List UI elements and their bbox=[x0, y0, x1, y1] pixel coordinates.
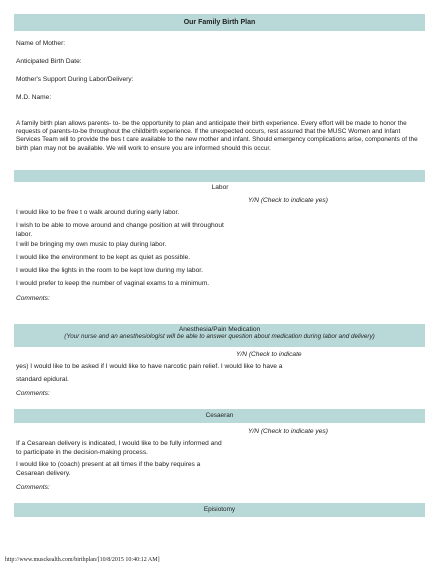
labor-item: labor. bbox=[16, 231, 33, 238]
labor-item: I will be bringing my own music to play during labor. bbox=[16, 241, 167, 248]
anesthesia-yn-note: Y/N (Check to indicate bbox=[236, 351, 302, 358]
episiotomy-heading: Episiotomy bbox=[203, 506, 236, 513]
episiotomy-section-bar bbox=[14, 503, 425, 517]
anesthesia-subheading: (Your nurse and an anesthesiologist will be able to answer question about medication during labor and delivery) bbox=[64, 333, 375, 340]
intro-paragraph: A family birth plan allows parents- to- be the opportunity to plan and anticipate their birth experience. Every effort will be made to honor the requests of parents-to-be throughout the childbirth experience. If the unexpected occurs, rest assured that the MUSC Women and Infant Services Team will to provide the bes t care available to the new mother and infant. Should emergency complications arise, components of the birth plan may not be available. We will work to ensure you are informed should this occur. bbox=[16, 120, 418, 152]
cesarean-item: I would like to (coach) present at all times if the baby requires a bbox=[16, 461, 201, 468]
md-name-field: M.D. Name: bbox=[16, 94, 52, 101]
labor-item: I would like to be free t o walk around during early labor. bbox=[16, 209, 180, 216]
page-footer-url: http://www.musckealth.com/birthplan/[10/8/2015 10:40:12 AM] bbox=[5, 557, 160, 563]
birth-date-field: Anticipated Birth Date: bbox=[16, 58, 82, 65]
labor-item: I wish to be able to move around and change position at will throughout bbox=[16, 222, 224, 229]
cesarean-item: to participate in the decision-making process. bbox=[16, 449, 148, 456]
labor-yn-note: Y/N (Check to indicate yes) bbox=[248, 197, 328, 204]
cesarean-item: If a Cesarean delivery is indicated, I would like to be fully informed and bbox=[16, 440, 222, 447]
labor-item: I would prefer to keep the number of vaginal exams to a minimum. bbox=[16, 280, 210, 287]
anesthesia-comments-label: Comments: bbox=[16, 390, 50, 397]
cesarean-yn-note: Y/N (Check to indicate yes) bbox=[248, 428, 328, 435]
labor-section-bar bbox=[14, 170, 425, 182]
cesarean-heading: Cesaeran bbox=[205, 412, 234, 419]
labor-item: I would like the lights in the room to be kept low during my labor. bbox=[16, 267, 203, 274]
labor-heading: Labor bbox=[211, 184, 229, 191]
page-title: Our Family Birth Plan bbox=[14, 14, 425, 31]
labor-item: I would like the environment to be kept as quiet as possible. bbox=[16, 254, 191, 261]
anesthesia-item: yes) I would like to be asked if I would like to have narcotic pain relief. I would like to have a bbox=[16, 363, 283, 370]
labor-comments-label: Comments: bbox=[16, 295, 50, 302]
mother-name-field: Name of Mother: bbox=[16, 40, 66, 47]
cesarean-item: Cesarean delivery. bbox=[16, 470, 71, 477]
anesthesia-heading: Anesthesia/Pain Medication bbox=[178, 326, 261, 333]
support-field: Mother's Support During Labor/Delivery: bbox=[16, 76, 134, 83]
cesarean-comments-label: Comments: bbox=[16, 484, 50, 491]
anesthesia-item: standard epidural. bbox=[16, 376, 69, 383]
anesthesia-section-bar bbox=[14, 324, 425, 347]
cesarean-section-bar bbox=[14, 409, 425, 423]
